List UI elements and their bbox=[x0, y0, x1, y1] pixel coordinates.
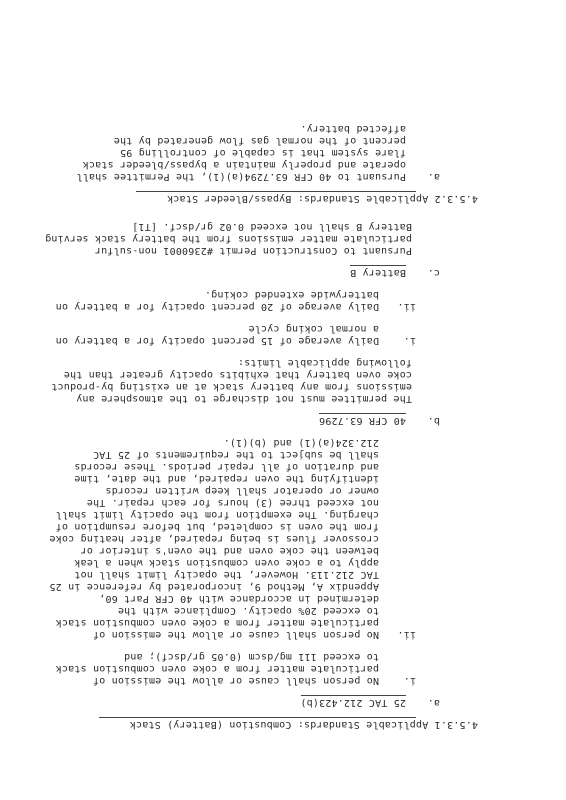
paragraph-line: TAC 212.113. However, the opacity limit shall not bbox=[74, 569, 379, 580]
label-underline bbox=[350, 265, 406, 266]
paragraph-line: shall be subject to the requirements of 25 TAC bbox=[92, 449, 379, 460]
paragraph-line: Battery B shall not exceed 0.02 gr/dscf. [T1] bbox=[132, 221, 412, 232]
paragraph-line: and duration of all repair periods. These records bbox=[74, 461, 379, 472]
item-marker: i. bbox=[403, 675, 416, 686]
paragraph-line: from the oven is completed, but before resumption of bbox=[55, 521, 379, 532]
heading-underline bbox=[136, 191, 416, 192]
paragraph-line: operate and properly maintain a bypass/bleeder stack bbox=[82, 159, 406, 170]
subsection-label: Battery B bbox=[350, 267, 406, 278]
item-marker: ii. bbox=[397, 629, 416, 640]
paragraph-line: determined in accordance with 40 CFR Part 60, bbox=[99, 593, 379, 604]
paragraph-line: Pursuant to Construction Permit #2360001 non-sulfur bbox=[94, 245, 412, 256]
paragraph-line: batterywide extended coking. bbox=[204, 289, 379, 300]
citation-underline bbox=[301, 695, 406, 696]
paragraph-line: Appendix A, Method 9, incorporated by reference in 25 bbox=[49, 581, 379, 592]
paragraph-line: flare system that is capable of controlling 95 bbox=[119, 147, 406, 158]
paragraph-line: to exceed 20% opacity. Compliance with the bbox=[117, 605, 379, 616]
paragraph-line: percent of the normal gas flow generated by the bbox=[113, 135, 406, 146]
item-marker: a. bbox=[427, 171, 440, 182]
paragraph-line: The permittee must not discharge to the atmosphere any bbox=[76, 393, 412, 404]
section-heading: 4.5.3.1 Applicable Standards: Combustion (Battery) Stack bbox=[129, 719, 478, 730]
paragraph-line: a normal coking cycle bbox=[248, 323, 379, 334]
paragraph-line: affected battery. bbox=[300, 123, 406, 134]
paragraph-line: No person shall cause or allow the emission of bbox=[92, 629, 379, 640]
paragraph-line: charging. The exemption from the opacity limit shall bbox=[55, 509, 379, 520]
paragraph-line: apply to a coke oven combustion stack when a leak bbox=[74, 557, 379, 568]
paragraph-line: to exceed 111 mg/dscm (0.05 gr/dscf); and bbox=[123, 651, 379, 662]
paragraph-line: Daily average of 20 percent opacity for a battery on bbox=[55, 301, 379, 312]
paragraph-line: identifying the oven repaired, and the date, time bbox=[74, 473, 379, 484]
item-marker: b. bbox=[427, 415, 440, 426]
paragraph-line: coke oven battery that exhibits opacity greater than the bbox=[63, 369, 412, 380]
paragraph-line: crossover flues is being repaired, after heating coke bbox=[49, 533, 379, 544]
paragraph-line: particulate matter from a coke oven combustion stack bbox=[55, 663, 379, 674]
paragraph-line: 212.324(a)(1) and (b)(1). bbox=[223, 437, 379, 448]
paragraph-line: Pursuant to 40 CFR 63.7294(a)(1), the Permittee shall bbox=[76, 171, 406, 182]
paragraph-line: between the coke oven and the oven's interior or bbox=[80, 545, 379, 556]
citation-text: 40 CFR 63.7296 bbox=[318, 415, 406, 426]
paragraph-line: No person shall cause or allow the emission of bbox=[92, 675, 379, 686]
paragraph-line: particulate matter emissions from the battery stack serving bbox=[44, 233, 412, 244]
citation-underline bbox=[319, 413, 406, 414]
heading-underline bbox=[99, 717, 416, 718]
item-marker: i. bbox=[403, 335, 416, 346]
paragraph-line: emissions from any battery stack at an existing by-product bbox=[51, 381, 412, 392]
citation-text: 25 TAC 212.423(b) bbox=[300, 697, 406, 708]
item-marker: ii. bbox=[397, 301, 416, 312]
section-heading: 4.5.3.2 Applicable Standards: Bypass/Bleeder Stack bbox=[166, 193, 478, 204]
paragraph-line: following applicable limits: bbox=[237, 357, 412, 368]
item-marker: a. bbox=[427, 697, 440, 708]
paragraph-line: owner or operator shall keep written records bbox=[105, 485, 379, 496]
paragraph-line: not exceed three (3) hours for each repair. The bbox=[86, 497, 379, 508]
paragraph-line: particulate matter from a coke oven combustion stack bbox=[55, 617, 379, 628]
paragraph-line: Daily average of 15 percent opacity for a battery on bbox=[55, 335, 379, 346]
item-marker: c. bbox=[427, 267, 440, 278]
